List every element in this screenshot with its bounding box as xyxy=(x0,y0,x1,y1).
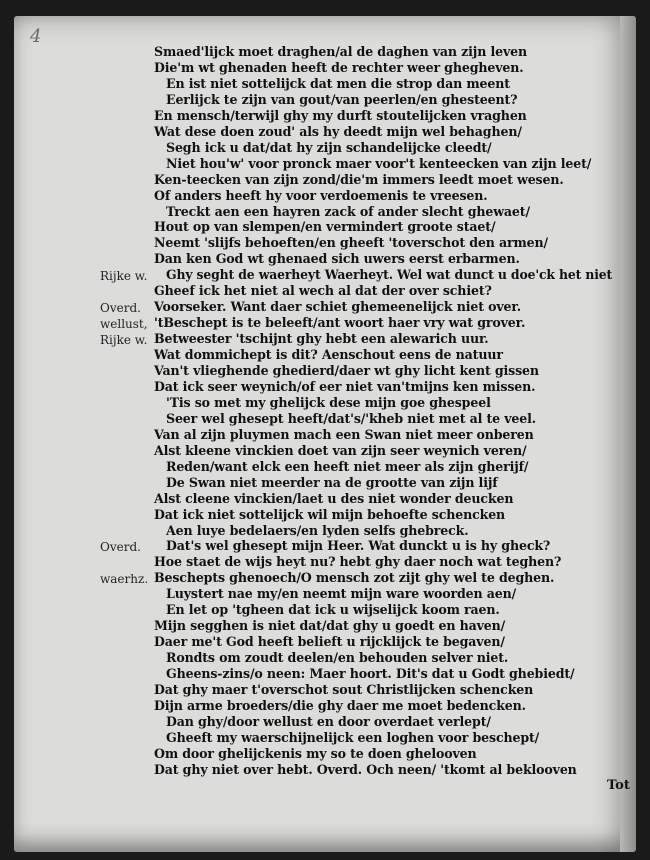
verse-text: Dijn arme broeders/die ghy daer me moet bedencken. xyxy=(154,697,526,713)
verse-text: Alst kleene vinckien doet van zijn seer weynich veren/ xyxy=(154,442,527,458)
verse-text: Smaed'lijck moet draghen/al de daghen van zijn leven xyxy=(154,44,527,59)
speaker-label: Rijke w. xyxy=(100,333,148,348)
verse-text: De Swan niet meerder na de grootte van zijn lijf xyxy=(166,474,498,490)
page-number: 4 xyxy=(30,26,42,47)
book-page xyxy=(14,16,636,852)
speaker-label: Overd. xyxy=(100,301,141,316)
verse-text: Segh ick u dat/dat hy zijn schandelijcke cleedt/ xyxy=(166,139,492,155)
verse-text: Of anders heeft hy voor verdoemenis te vreesen. xyxy=(154,187,488,203)
verse-text: Hout op van slempen/en vermindert groote staet/ xyxy=(154,219,496,235)
verse-text: Aen luye bedelaers/en lyden selfs ghebreck. xyxy=(166,522,469,538)
verse-text: Ghy seght de waerheyt Waerheyt. Wel wat dunct u doe'ck het niet xyxy=(166,267,613,283)
verse-text: En mensch/terwijl ghy my durft stoutelijcken vraghen xyxy=(154,107,527,123)
verse-text: Die'm wt ghenaden heeft de rechter weer ghegheven. xyxy=(154,59,524,75)
verse-text: Wat dommichept is dit? Aenschout eens de natuur xyxy=(154,347,503,363)
verse-text: Neemt 'slijfs behoeften/en gheeft 'toverschot den armen/ xyxy=(154,235,548,251)
speaker-label: wellust, xyxy=(100,317,148,332)
verse-text: Dat ghy niet over hebt. Overd. Och neen/ 'tkomt al beklooven xyxy=(154,761,577,777)
verse-text: Ken-teecken van zijn zond/die'm immers leedt moet wesen. xyxy=(154,171,564,187)
verse-text: Treckt aen een hayren zack of ander slecht ghewaet/ xyxy=(166,203,530,219)
verse-text: Beschepts ghenoech/O mensch zot zijt ghy wel te deghen. xyxy=(154,570,555,586)
verse-text: Dan ken God wt ghenaed sich uwers eerst erbarmen. xyxy=(154,251,520,267)
verse-text: Om door ghelijckenis my so te doen ghelooven xyxy=(154,745,477,761)
verse-text: Voorseker. Want daer schiet ghemeenelijck niet over. xyxy=(154,299,521,315)
verse-text: 'tBeschept is te beleeft/ant woort haer vry wat grover. xyxy=(154,315,526,331)
verse-text: Seer wel ghesept heeft/dat's/'kheb niet met al te veel. xyxy=(166,410,537,426)
speaker-label: waerhz. xyxy=(100,572,149,587)
verse-text: Wat dese doen zoud' als hy deedt mijn wel behaghen/ xyxy=(154,123,522,139)
verse-text: Gheens-zins/o neen: Maer hoort. Dit's dat u Godt ghebiedt/ xyxy=(166,666,575,682)
verse-text: Gheeft my waerschijnelijck een loghen voor beschept/ xyxy=(166,729,540,745)
verse-text: Mijn segghen is niet dat/dat ghy u goedt en haven/ xyxy=(154,618,506,634)
verse-text: Alst cleene vinckien/laet u des niet wonder deucken xyxy=(154,490,514,506)
verse-text: 'Tis so met my ghelijck dese mijn goe ghespeel xyxy=(166,394,491,410)
verse-text: Niet hou'w' voor pronck maer voor't kenteecken van zijn leet/ xyxy=(166,155,592,171)
verse-text: Luystert nae my/en neemt mijn ware woorden aen/ xyxy=(166,586,517,602)
verse-text: Dat ick niet sottelijck wil mijn behoefte schencken xyxy=(154,506,506,522)
speaker-label: Rijke w. xyxy=(100,269,148,284)
verse-text: En ist niet sottelijck dat men die strop dan meent xyxy=(166,75,510,91)
verse-text: Eerlijck te zijn van gout/van peerlen/en ghesteent? xyxy=(166,91,518,107)
verse-text: Van al zijn pluymen mach een Swan niet meer onberen xyxy=(154,426,534,442)
verse-text: Betweester 'tschijnt ghy hebt een alewarich uur. xyxy=(154,331,489,347)
verse-line xyxy=(14,762,636,780)
verse-text: Rondts om zoudt deelen/en behouden selver niet. xyxy=(166,650,509,666)
speaker-label: Overd. xyxy=(100,540,141,555)
verse-text: Dat's wel ghesept mijn Heer. Wat dunckt u is hy gheck? xyxy=(166,538,551,554)
verse-text: Dat ghy maer t'overschot sout Christlijcken schencken xyxy=(154,682,534,697)
verse-text: Gheef ick het niet al wech al dat der over schiet? xyxy=(154,283,492,299)
verse-text: Dan ghy/door wellust en door overdaet verlept/ xyxy=(166,713,491,729)
verse-text: Van't vlieghende ghedierd/daer wt ghy licht kent gissen xyxy=(154,363,539,378)
verse-text: Reden/want elck een heeft niet meer als zijn gherijf/ xyxy=(166,458,529,474)
verse-text: Hoe staet de wijs heyt nu? hebt ghy daer noch wat teghen? xyxy=(154,554,562,570)
verse-text: Dat ick seer weynich/of eer niet van'tmijns ken missen. xyxy=(154,378,536,394)
catchword: Tot xyxy=(607,778,630,793)
verse-text: Daer me't God heeft belieft u rijcklijck te begaven/ xyxy=(154,634,505,650)
verse-text: En let op 'tgheen dat ick u wijselijck koom raen. xyxy=(166,602,500,618)
